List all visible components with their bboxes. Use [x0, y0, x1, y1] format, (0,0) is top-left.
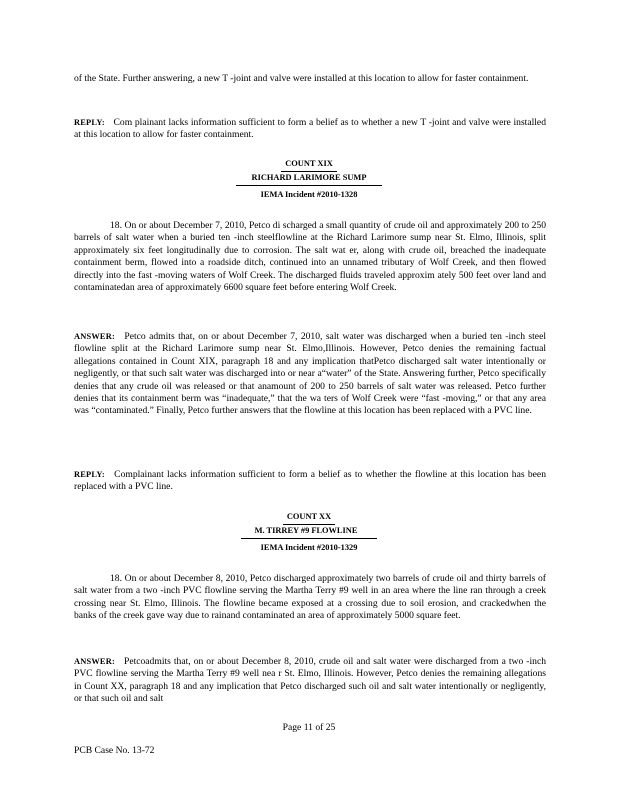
paragraph-continuation: [74, 73, 546, 85]
answer-paragraph: [74, 331, 546, 418]
allegation-paragraph: [74, 220, 546, 294]
allegation-paragraph: [74, 573, 546, 623]
answer-label: ANSWER:: [74, 657, 115, 666]
incident-number: IEMA Incident #2010-1329: [260, 543, 358, 552]
count-title: COUNT XIX: [281, 158, 337, 172]
paragraph-text: Petco admits that, on or about December 7, 2010, salt water was discharged when a buried ten -inch steel flowline split at the Richard Larimore sump near St. Elmo,Illinois. However, Petco denies the remaining factual allegations contained in Count XIX, paragraph 18 and any implication thatPetco discharged salt water intentionally or negligently, or that such salt water was discharged into or near a“water” of the State. Answering further, Petco specifically denies that any crude oil was released or that anamount of 200 to 250 barrels of salt water was released. Petco further denies that its containment berm was “inadequate,” that the wa ters of Wolf Creek were “fast -moving,” or that any area was “contaminated.” Finally, Petco further answers that the flowline at this location has been replaced with a PVC line.: [74, 331, 546, 417]
reply-label: REPLY:: [74, 470, 105, 479]
count-xix-heading: [0, 158, 618, 201]
page-number: Page 11 of 25: [282, 722, 336, 733]
count-xx-heading: [0, 511, 618, 554]
paragraph-text: 18. On or about December 7, 2010, Petco di scharged a small quantity of crude oil and approximately 200 to 250 barrels of salt water when a buried ten -inch steelflowline at the Richard Larimore sump near St. Elmo, Illinois, split approximately six feet longitudinally due to corrosion. The salt wat er, along with crude oil, breached the inadequate containment berm, flowed into a roadside ditch, continued into an unnamed tributary of Wolf Creek, and then flowed directly into the fast -moving waters of Wolf Creek. The discharged fluids traveled approxim ately 500 feet over land and contaminatedan area of approximately 6600 square feet before entering Wolf Creek.: [74, 220, 546, 294]
paragraph-text: Petcoadmits that, on or about December 8, 2010, crude oil and salt water were discharged from a two -inch PVC flowline serving the Martha Terry #9 well nea r St. Elmo, Illinois. However, Petco denies the remaining allegations in Count XX, paragraph 18 and any implication that Petco discharged such oil and salt water intentionally or negligently, or that such oil and salt: [74, 656, 546, 705]
reply-paragraph: [74, 469, 546, 494]
paragraph-text: 18. On or about December 8, 2010, Petco discharged approximately two barrels of crude oil and thirty barrels of salt water from a two -inch PVC flowline serving the Martha Terry #9 well in an area where the line ran through a creek crossing near St. Elmo, Illinois. The flowline became exposed at a crossing due to soil erosion, and crackedwhen the banks of the creek gave way due to rainand contaminated an area of approximately 5000 square feet.: [74, 573, 546, 622]
paragraph-text: Complainant lacks information sufficient to form a belief as to whether the flowline at this location has been replaced with a PVC line.: [74, 469, 546, 493]
paragraph-text: Com plainant lacks information sufficient to form a belief as to whether a new T -joint and valve were installed at this location to allow for faster containment.: [74, 117, 546, 141]
case-number: PCB Case No. 13-72: [74, 745, 155, 756]
incident-number: IEMA Incident #2010-1328: [260, 190, 358, 199]
answer-label: ANSWER:: [74, 332, 115, 341]
count-subtitle: RICHARD LARIMORE SUMP: [236, 172, 383, 186]
reply-paragraph: [74, 117, 546, 142]
paragraph-text: of the State. Further answering, a new T -joint and valve were installed at this location to allow for faster containment.: [74, 73, 529, 84]
answer-paragraph: [74, 656, 546, 706]
count-subtitle: M. TIRREY #9 FLOWLINE: [241, 525, 378, 539]
reply-label: REPLY:: [74, 118, 105, 127]
count-title: COUNT XX: [283, 511, 335, 525]
